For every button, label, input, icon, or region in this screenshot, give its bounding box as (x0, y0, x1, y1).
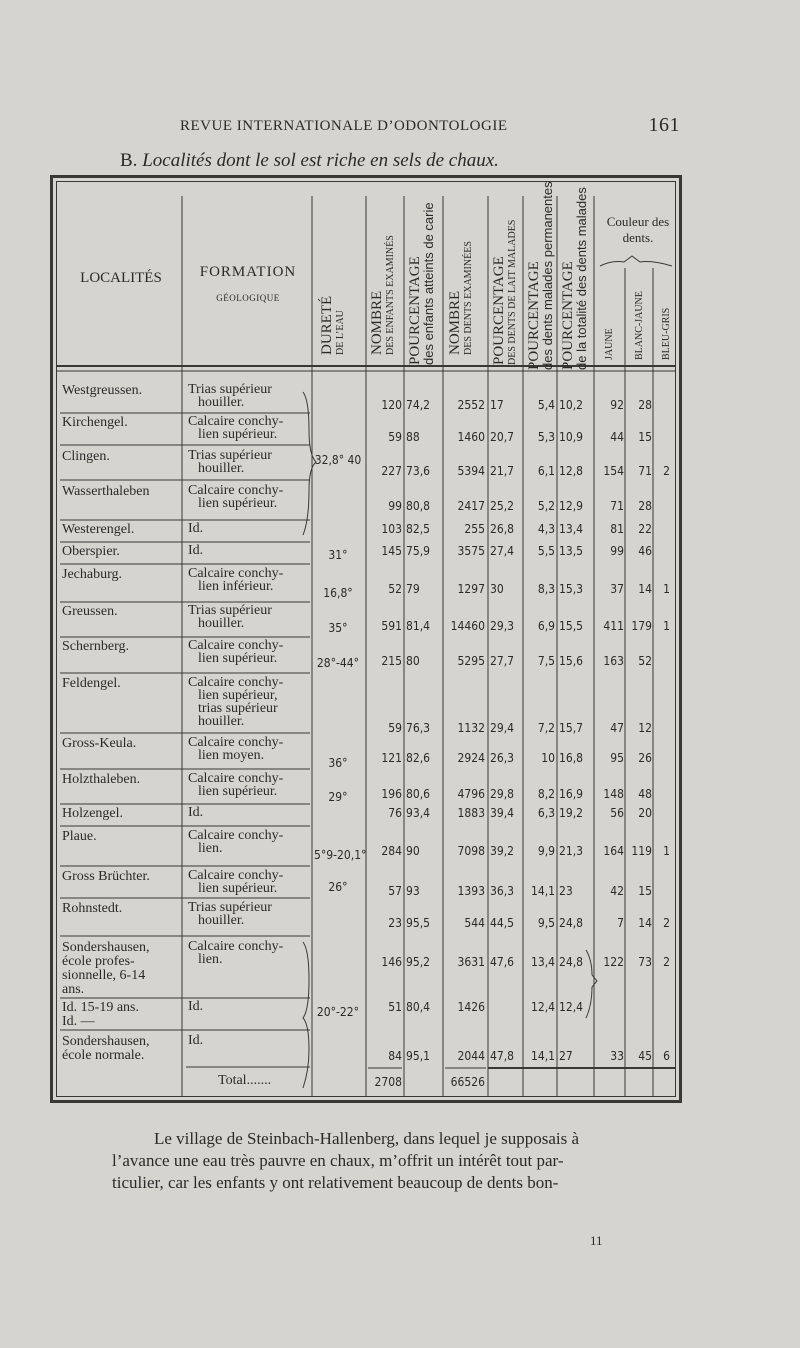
value-pct_enf: 73,6 (406, 464, 431, 478)
value-total: 15,5 (559, 619, 584, 633)
localite-name: école normale. (62, 1048, 145, 1063)
value-perm: 14,1 (530, 884, 555, 898)
value-perm: 7,5 (537, 654, 555, 668)
formation-text: lien moyen. (198, 748, 265, 763)
value-dents: 7098 (457, 844, 485, 858)
value-dents: 5394 (457, 464, 485, 478)
value-lait: 27,4 (490, 544, 515, 558)
value-bleu: 2 (663, 464, 670, 478)
value-enfants: 57 (388, 884, 402, 898)
localite-name: Clingen. (62, 449, 110, 464)
value-enfants: 591 (381, 619, 402, 633)
formation-text: Calcaire conchy- (188, 735, 284, 750)
localite-name: Wasserthaleben (62, 484, 150, 499)
localite-name: Kirchengel. (62, 415, 128, 430)
value-pct_enf: 95,2 (406, 955, 431, 969)
value-blanc: 71 (638, 464, 652, 478)
value-jaune: 95 (610, 751, 624, 765)
localite-name: Westerengel. (62, 522, 135, 537)
value-lait: 47,8 (490, 1049, 515, 1063)
value-bleu: 1 (663, 844, 670, 858)
value-pct_enf: 80,8 (406, 499, 431, 513)
value-perm: 8,3 (537, 582, 555, 596)
localite-name: Oberspier. (62, 544, 120, 559)
value-total: 16,9 (559, 787, 584, 801)
value-blanc: 46 (638, 544, 652, 558)
value-enfants: 23 (388, 916, 402, 930)
formation-text: lien supérieur, (198, 688, 278, 703)
value-pct_enf: 93 (406, 884, 420, 898)
value-enfants: 227 (381, 464, 402, 478)
value-total: 24,8 (559, 916, 584, 930)
value-perm: 9,5 (537, 916, 555, 930)
value-enfants: 51 (388, 1000, 402, 1014)
formation-text: Calcaire conchy- (188, 771, 284, 786)
value-total: 27 (559, 1049, 573, 1063)
value-jaune: 56 (610, 806, 624, 820)
value-jaune: 163 (603, 654, 624, 668)
value-perm: 6,3 (537, 806, 555, 820)
formation-text: Id. (188, 543, 204, 558)
value-lait: 44,5 (490, 916, 515, 930)
value-dents: 2924 (457, 751, 485, 765)
value-pct_enf: 93,4 (406, 806, 431, 820)
formation-text: Calcaire conchy- (188, 939, 284, 954)
value-pct_enf: 82,6 (406, 751, 431, 765)
value-dents: 3631 (457, 955, 485, 969)
value-enfants: 196 (381, 787, 402, 801)
localite-name: Schernberg. (62, 639, 129, 654)
value-bleu: 1 (663, 582, 670, 596)
value-lait: 29,4 (490, 721, 515, 735)
value-blanc: 20 (638, 806, 652, 820)
value-blanc: 26 (638, 751, 652, 765)
value-blanc: 28 (638, 398, 652, 412)
localite-name: Id. — (62, 1014, 95, 1029)
localite-name: Gross Brüchter. (62, 869, 150, 884)
value-dents: 3575 (457, 544, 485, 558)
formation-text: Calcaire conchy- (188, 828, 284, 843)
localite-name: Holzengel. (62, 806, 124, 821)
value-perm: 6,9 (537, 619, 555, 633)
formation-text: Calcaire conchy- (188, 868, 284, 883)
value-blanc: 119 (631, 844, 652, 858)
formation-text: Trias supérieur (188, 448, 272, 463)
localite-name: Gross-Keula. (62, 736, 137, 751)
value-perm: 13,4 (530, 955, 555, 969)
durete-value: 20°-22° (316, 1005, 360, 1019)
value-jaune: 122 (603, 955, 624, 969)
value-blanc: 12 (638, 721, 652, 735)
formation-text: Trias supérieur (188, 603, 272, 618)
total-enfants: 2708 (374, 1075, 402, 1089)
value-dents: 5295 (457, 654, 485, 668)
value-total: 24,8 (559, 955, 584, 969)
value-dents: 1460 (457, 430, 485, 444)
formation-text: houiller. (198, 616, 245, 631)
localite-name: Holzthaleben. (62, 772, 141, 787)
value-perm: 14,1 (530, 1049, 555, 1063)
header-bleu-gris: BLEU-GRIS (661, 307, 672, 360)
durete-value: 35° (328, 621, 348, 635)
value-lait: 29,3 (490, 619, 515, 633)
value-enfants: 84 (388, 1049, 402, 1063)
value-total: 10,9 (559, 430, 584, 444)
value-jaune: 7 (617, 916, 624, 930)
formation-text: Calcaire conchy- (188, 566, 284, 581)
section-letter: B. (120, 150, 138, 171)
value-pct_enf: 75,9 (406, 544, 431, 558)
header-jaune: JAUNE (604, 328, 615, 360)
formation-text: houiller. (198, 461, 245, 476)
value-total: 19,2 (559, 806, 584, 820)
value-bleu: 2 (663, 955, 670, 969)
value-lait: 17 (490, 398, 504, 412)
value-blanc: 14 (638, 916, 652, 930)
value-jaune: 44 (610, 430, 624, 444)
header-pct-enfants: POURCENTAGE des enfants atteints de carie (407, 202, 436, 365)
value-perm: 5,4 (537, 398, 555, 412)
value-pct_enf: 82,5 (406, 522, 431, 536)
formation-text: trias supérieur (198, 701, 278, 716)
value-perm: 7,2 (537, 721, 555, 735)
formation-text: Id. (188, 805, 204, 820)
value-pct_enf: 76,3 (406, 721, 431, 735)
value-dents: 1297 (457, 582, 485, 596)
formation-text: lien supérieur. (198, 496, 278, 511)
value-total: 15,3 (559, 582, 584, 596)
value-dents: 4796 (457, 787, 485, 801)
value-perm: 9,9 (537, 844, 555, 858)
formation-text: houiller. (198, 714, 245, 729)
value-jaune: 154 (603, 464, 624, 478)
value-total: 21,3 (559, 844, 584, 858)
value-jaune: 92 (610, 398, 624, 412)
signature-mark: 11 (590, 1233, 603, 1248)
value-dents: 1883 (457, 806, 485, 820)
formation-text: houiller. (198, 395, 245, 410)
header-nombre-enfants: NOMBRE DES ENFANTS EXAMINÉS (369, 235, 396, 355)
durete-value: 26° (328, 880, 348, 894)
value-pct_enf: 95,1 (406, 1049, 431, 1063)
value-pct_enf: 95,5 (406, 916, 431, 930)
paragraph-line-3: ticulier, car les enfants y ont relativement beaucoup de dents bon- (112, 1173, 559, 1192)
value-dents: 1132 (457, 721, 485, 735)
value-enfants: 146 (381, 955, 402, 969)
value-lait: 26,3 (490, 751, 515, 765)
localite-name: école profes- (62, 954, 135, 969)
value-dents: 255 (464, 522, 485, 536)
formation-text: lien supérieur. (198, 651, 278, 666)
value-dents: 2552 (457, 398, 485, 412)
durete-value: 29° (328, 790, 348, 804)
header-couleur: Couleur des dents. (606, 214, 670, 245)
value-total: 13,5 (559, 544, 584, 558)
value-lait: 21,7 (490, 464, 515, 478)
value-total: 16,8 (559, 751, 584, 765)
localite-name: Sondershausen, (62, 1034, 150, 1049)
value-dents: 2417 (457, 499, 485, 513)
total-dents: 66526 (450, 1075, 485, 1089)
formation-text: Id. (188, 521, 204, 536)
value-enfants: 121 (381, 751, 402, 765)
value-total: 12,8 (559, 464, 584, 478)
formation-text: Calcaire conchy- (188, 638, 284, 653)
value-blanc: 15 (638, 430, 652, 444)
formation-text: lien supérieur. (198, 881, 278, 896)
value-blanc: 22 (638, 522, 652, 536)
value-lait: 20,7 (490, 430, 515, 444)
formation-text: Calcaire conchy- (188, 675, 284, 690)
value-lait: 25,2 (490, 499, 515, 513)
value-jaune: 411 (603, 619, 624, 633)
value-lait: 39,2 (490, 844, 515, 858)
value-jaune: 164 (603, 844, 624, 858)
formation-text: Trias supérieur (188, 382, 272, 397)
value-dents: 1426 (457, 1000, 485, 1014)
value-enfants: 52 (388, 582, 402, 596)
value-jaune: 37 (610, 582, 624, 596)
value-pct_enf: 88 (406, 430, 420, 444)
localite-name: ans. (62, 982, 85, 997)
value-perm: 4,3 (537, 522, 555, 536)
value-bleu: 2 (663, 916, 670, 930)
value-bleu: 6 (663, 1049, 670, 1063)
value-dents: 544 (464, 916, 485, 930)
formation-text: lien supérieur. (198, 427, 278, 442)
header-formation-sub: GÉOLOGIQUE (216, 293, 280, 303)
value-total: 10,2 (559, 398, 584, 412)
value-dents: 2044 (457, 1049, 485, 1063)
paragraph-line-1: Le village de Steinbach-Hallenberg, dans lequel je supposais à (154, 1129, 580, 1148)
value-perm: 5,3 (537, 430, 555, 444)
value-perm: 6,1 (537, 464, 555, 478)
formation-text: Calcaire conchy- (188, 483, 284, 498)
value-blanc: 73 (638, 955, 652, 969)
localite-name: Jechaburg. (62, 567, 122, 582)
formation-text: lien inférieur. (198, 579, 274, 594)
value-enfants: 145 (381, 544, 402, 558)
value-lait: 30 (490, 582, 504, 596)
value-jaune: 42 (610, 884, 624, 898)
header-blanc-jaune: BLANC-JAUNE (634, 291, 645, 360)
header-pct-perm: POURCENTAGE des dents malades permanentes (526, 181, 555, 370)
value-blanc: 52 (638, 654, 652, 668)
value-lait: 29,8 (490, 787, 515, 801)
localite-name: Sondershausen, (62, 940, 150, 955)
value-enfants: 120 (381, 398, 402, 412)
value-pct_enf: 80,6 (406, 787, 431, 801)
durete-value: 31° (328, 548, 348, 562)
value-perm: 12,4 (530, 1000, 555, 1014)
value-blanc: 45 (638, 1049, 652, 1063)
value-pct_enf: 74,2 (406, 398, 431, 412)
value-blanc: 14 (638, 582, 652, 596)
value-enfants: 59 (388, 721, 402, 735)
value-jaune: 148 (603, 787, 624, 801)
durete-value: 5°9-20,1° (314, 848, 367, 862)
value-blanc: 179 (631, 619, 652, 633)
value-jaune: 99 (610, 544, 624, 558)
header-localites: LOCALITÉS (80, 270, 162, 286)
value-total: 15,6 (559, 654, 584, 668)
total-label: Total....... (218, 1073, 272, 1088)
value-enfants: 76 (388, 806, 402, 820)
formation-text: Trias supérieur (188, 900, 272, 915)
page-number: 161 (648, 114, 680, 136)
value-lait: 27,7 (490, 654, 515, 668)
localite-name: Rohnstedt. (62, 901, 123, 916)
value-total: 13,4 (559, 522, 584, 536)
value-lait: 39,4 (490, 806, 515, 820)
value-pct_enf: 80,4 (406, 1000, 431, 1014)
value-jaune: 81 (610, 522, 624, 536)
localite-name: Feldengel. (62, 676, 121, 691)
value-perm: 8,2 (537, 787, 555, 801)
formation-text: lien. (198, 952, 223, 967)
value-total: 12,9 (559, 499, 584, 513)
durete-value: 32,8° 40 (314, 453, 362, 467)
header-formation: FORMATION (199, 264, 297, 280)
value-total: 23 (559, 884, 573, 898)
value-enfants: 59 (388, 430, 402, 444)
section-heading: Localités dont le sol est riche en sels de chaux. (142, 150, 499, 171)
value-blanc: 28 (638, 499, 652, 513)
value-total: 15,7 (559, 721, 584, 735)
value-dents: 14460 (450, 619, 485, 633)
durete-value: 28°-44° (316, 656, 360, 670)
formation-text: Id. (188, 1033, 204, 1048)
formation-text: lien. (198, 841, 223, 856)
value-perm: 5,5 (537, 544, 555, 558)
value-lait: 36,3 (490, 884, 515, 898)
value-enfants: 215 (381, 654, 402, 668)
value-pct_enf: 81,4 (406, 619, 431, 633)
value-enfants: 103 (381, 522, 402, 536)
value-blanc: 15 (638, 884, 652, 898)
value-jaune: 71 (610, 499, 624, 513)
value-blanc: 48 (638, 787, 652, 801)
durete-value: 36° (328, 756, 348, 770)
paragraph-line-2: l’avance une eau très pauvre en chaux, m’offrit un intérêt tout par- (112, 1151, 564, 1170)
header-pct-total: POURCENTAGE de la totalité des dents malades (560, 187, 589, 370)
value-pct_enf: 80 (406, 654, 420, 668)
formation-text: houiller. (198, 913, 245, 928)
header-nombre-dents: NOMBRE DES DENTS EXAMINÉES (447, 241, 474, 355)
value-pct_enf: 79 (406, 582, 420, 596)
localite-name: Westgreussen. (62, 383, 143, 398)
value-perm: 5,2 (537, 499, 555, 513)
localite-name: Greussen. (62, 604, 118, 619)
value-total: 12,4 (559, 1000, 584, 1014)
formation-text: lien supérieur. (198, 784, 278, 799)
value-bleu: 1 (663, 619, 670, 633)
value-lait: 47,6 (490, 955, 515, 969)
value-dents: 1393 (457, 884, 485, 898)
value-lait: 26,8 (490, 522, 515, 536)
header-durete: DURETÉ DE L’EAU (319, 295, 346, 355)
value-pct_enf: 90 (406, 844, 420, 858)
value-jaune: 33 (610, 1049, 624, 1063)
localite-name: Plaue. (62, 829, 97, 844)
formation-text: Id. (188, 999, 204, 1014)
value-enfants: 284 (381, 844, 402, 858)
value-jaune: 47 (610, 721, 624, 735)
journal-title: REVUE INTERNATIONALE D’ODONTOLOGIE (180, 118, 508, 134)
value-enfants: 99 (388, 499, 402, 513)
formation-text: Calcaire conchy- (188, 414, 284, 429)
value-perm: 10 (541, 751, 555, 765)
header-pct-lait: POURCENTAGE DES DENTS DE LAIT MALADES (491, 219, 518, 365)
durete-value: 16,8° (323, 586, 353, 600)
localite-name: Id. 15-19 ans. (62, 1000, 139, 1015)
localite-name: sionnelle, 6-14 (62, 968, 146, 983)
